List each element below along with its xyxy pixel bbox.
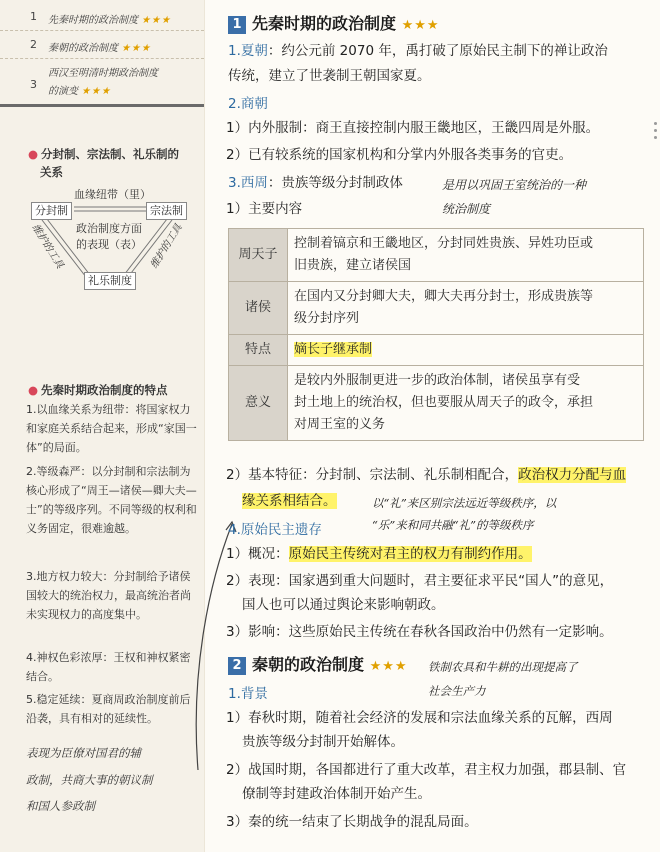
- zhou-note-2: 统治制度: [442, 202, 491, 216]
- more-menu-icon[interactable]: [650, 118, 660, 154]
- relation-title-2: 关系: [40, 165, 63, 179]
- basic-note-1: 以“礼”来区别宗法远近等级秩序，以: [372, 496, 557, 510]
- xia-line-2: 传统，建立了世袭制王朝国家夏。: [228, 68, 431, 84]
- diagram-center-1: 政治制度方面: [76, 222, 142, 235]
- feature-1: 1.以血缘关系为纽带：将国家权力和家庭关系结合起来，形成“家国一体”的局面。: [26, 403, 197, 454]
- table-cell: 控制着镐京和王畿地区，分封同姓贵族、异姓功臣或 旧贵族，建立诸侯国: [288, 229, 644, 282]
- primitive-label: 4.原始民主遗存: [228, 522, 322, 538]
- basic-feature-line-1: 2）基本特征：分封制、宗法制、礼乐制相配合，政治权力分配与血: [226, 467, 627, 483]
- handwritten-note-1: 表现为臣僚对国君的辅: [26, 746, 141, 760]
- edge-left-label: 维护的工具: [29, 222, 66, 271]
- background-2b: 僚制等封建政治体制开始产生。: [242, 786, 431, 802]
- zhou-note-1: 是用以巩固王室统治的一种: [442, 178, 587, 192]
- basic-feature-line-2: 缘关系相结合。: [242, 493, 337, 509]
- section2-note-2: 社会生产力: [428, 684, 486, 698]
- diagram-center-2: 的表现（表）: [76, 238, 142, 251]
- toc-num: 3: [30, 78, 37, 91]
- background-label: 1.背景: [228, 686, 268, 702]
- table-cell: 嫡长子继承制: [288, 335, 644, 366]
- background-1b: 贵族等级分封制开始解体。: [242, 734, 404, 750]
- divider: [0, 58, 204, 59]
- zhou-table: [228, 228, 644, 441]
- feature-5: 5.稳定延续：夏商周政治制度前后沿袭，具有相对的延续性。: [26, 693, 191, 725]
- zhou-main-content: 1）主要内容: [226, 201, 303, 217]
- background-3: 3）秦的统一结束了长期战争的混乱局面。: [226, 814, 478, 830]
- shang-label: 2.商朝: [228, 96, 268, 112]
- feature-4: 4.神权色彩浓厚：王权和神权紧密结合。: [26, 651, 191, 683]
- toc-bottom-rule: [0, 104, 204, 107]
- toc-text: 西汉至明清时期政治制度: [48, 68, 158, 79]
- diagram-top-label: 血缘纽带（里）: [74, 188, 151, 201]
- table-head: 周天子: [229, 229, 288, 282]
- box-fenfeng: 分封制: [31, 202, 72, 220]
- background-2: 2）战国时期，各国都进行了重大改革，君主权力加强，郡县制、官: [226, 762, 627, 778]
- primitive-performance-2: 国人也可以通过舆论来影响朝政。: [242, 597, 445, 613]
- handwritten-note-3: 和国人参政制: [26, 799, 95, 813]
- section2-title: 2 秦朝的政治制度 ★★★: [228, 652, 408, 675]
- edge-right-label: 维护的工具: [148, 222, 185, 271]
- features-title: ● 先秦时期政治制度的特点: [28, 383, 168, 397]
- relation-title: ● 分封制、宗法制、礼乐制的: [28, 147, 180, 161]
- handwritten-note-2: 政制，共商大事的朝议制: [26, 773, 153, 787]
- toc-num: 1: [30, 10, 37, 23]
- toc-num: 2: [30, 38, 37, 51]
- table-head: 意义: [229, 366, 288, 441]
- table-cell: 是较内外服制更进一步的政治体制，诸侯虽享有受 封土地上的统治权，但也要服从周天子的政令，承担 对周王室的义务: [288, 366, 644, 441]
- zhou-heading: 3.西周：贵族等级分封制政体: [228, 175, 403, 191]
- toc-item-3: [0, 64, 204, 104]
- toc-text-2: 的演变 ★★★: [48, 86, 112, 97]
- feature-2: 2.等级森严：以分封制和宗法制为核心形成了“周王—诸侯—卿大夫—士”的等级序列。不同等级的权利和义务固定，很难逾越。: [26, 465, 197, 535]
- toc-text: 先秦时期的政治制度 ★★★: [48, 15, 172, 26]
- shang-item-1: 1）内外服制：商王直接控制内服王畿地区，王畿四周是外服。: [226, 120, 600, 136]
- toc-item-1: [0, 10, 204, 32]
- primitive-influence: 3）影响：这些原始民主传统在春秋各国政治中仍然有一定影响。: [226, 624, 613, 640]
- shang-item-2: 2）已有较系统的国家机构和分掌内外服各类事务的官吏。: [226, 147, 573, 163]
- table-row: [229, 366, 644, 441]
- xia-line-1: 1.夏朝：约公元前 2070 年，禹打破了原始民主制下的禅让政治: [228, 43, 608, 59]
- toc-item-2: [0, 38, 204, 60]
- section2-note-1: 铁制农具和牛耕的出现提高了: [428, 660, 578, 674]
- feature-3: 3.地方权力较大：分封制给予诸侯国较大的统治权力，最高统治者尚未实现权力的高度集中。: [26, 570, 191, 621]
- toc-text: 秦朝的政治制度 ★★★: [48, 43, 152, 54]
- primitive-performance-1: 2）表现：国家遇到重大问题时，君主要征求平民“国人”的意见，: [226, 573, 614, 589]
- table-row: [229, 282, 644, 335]
- primitive-overview: 1）概况：原始民主传统对君主的权力有制约作用。: [226, 546, 532, 562]
- divider: [0, 30, 204, 31]
- table-head: 诸侯: [229, 282, 288, 335]
- box-zongfa: 宗法制: [146, 202, 187, 220]
- background-1: 1）春秋时期，随着社会经济的发展和宗法血缘关系的瓦解，西周: [226, 710, 613, 726]
- table-row: [229, 229, 644, 282]
- section1-title: 1 先秦时期的政治制度 ★★★: [228, 11, 440, 34]
- table-row: [229, 335, 644, 366]
- left-sidebar: [0, 0, 205, 852]
- basic-note-2: “乐”来和同共融“礼”的等级秩序: [372, 518, 534, 532]
- table-cell: 在国内又分封卿大夫，卿大夫再分封士，形成贵族等 级分封序列: [288, 282, 644, 335]
- table-head: 特点: [229, 335, 288, 366]
- box-liyue: 礼乐制度: [84, 272, 136, 290]
